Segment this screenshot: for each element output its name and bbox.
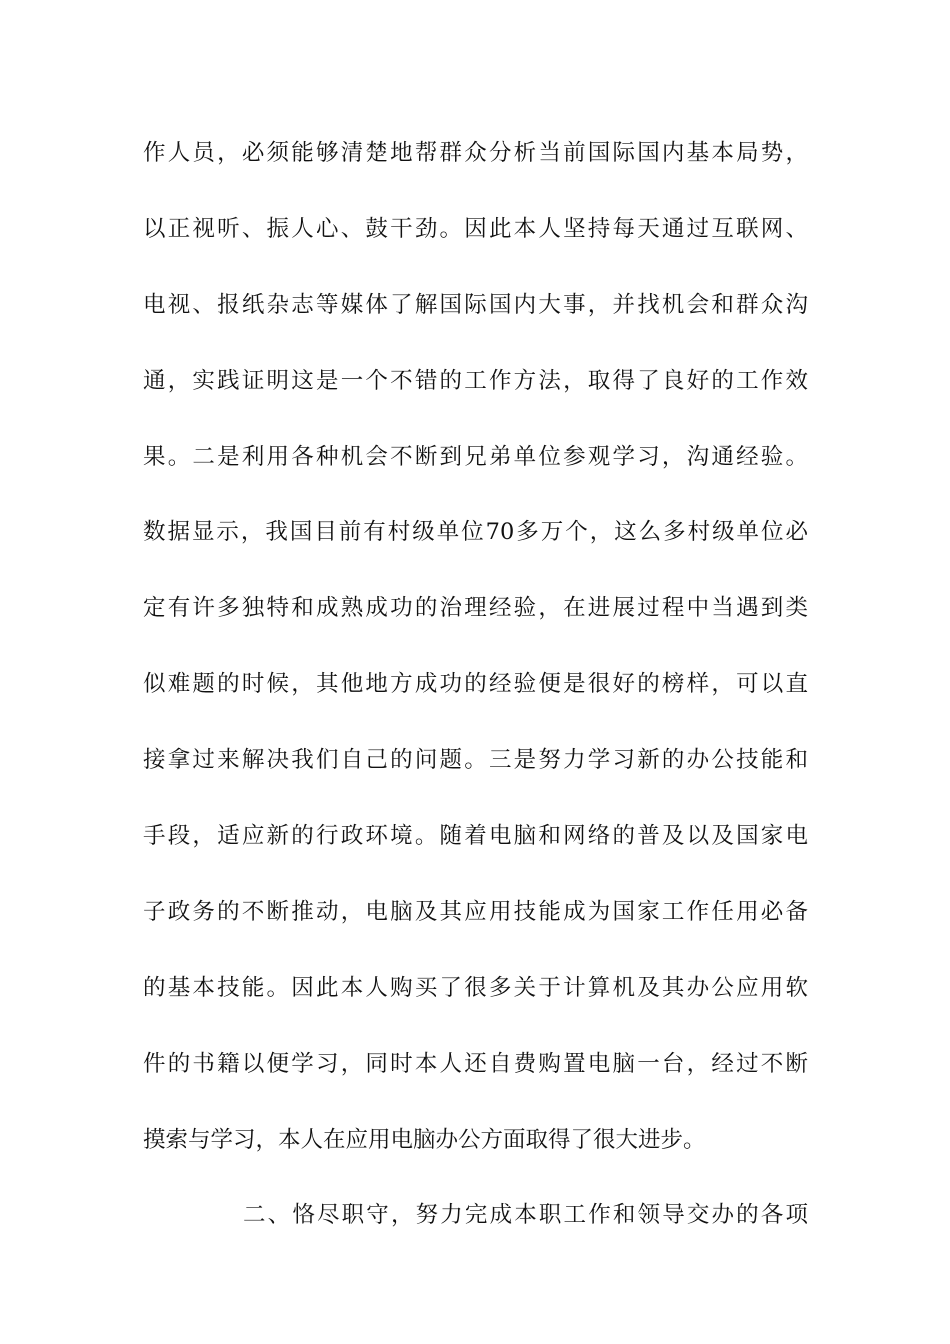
document-body [143,130,808,1268]
section-heading: 二、恪尽职守，努力完成本职工作和领导交办的各项 [243,1202,808,1229]
text-line: 的基本技能。因此本人购买了很多关于计算机及其办公应用软 [143,974,808,1001]
text-line: 以正视听、振人心、鼓干劲。因此本人坚持每天通过互联网、 [143,215,808,242]
text-line: 作人员，必须能够清楚地帮群众分析当前国际国内基本局势， [143,140,808,166]
text-line: 似难题的时候，其他地方成功的经验便是很好的榜样，可以直 [143,671,808,698]
text-line: 接拿过来解决我们自己的问题。三是努力学习新的办公技能和 [143,747,808,774]
text-line: 电视、报纸杂志等媒体了解国际国内大事，并找机会和群众沟 [143,291,808,318]
text-line: 数据显示，我国目前有村级单位70多万个，这么多村级单位必 [143,519,808,546]
text-line: 手段，适应新的行政环境。随着电脑和网络的普及以及国家电 [143,823,808,850]
text-line: 摸索与学习，本人在应用电脑办公方面取得了很大进步。 [143,1126,706,1153]
text-line: 子政务的不断推动，电脑及其应用技能成为国家工作任用必备 [143,898,808,925]
text-line: 定有许多独特和成熟成功的治理经验，在进展过程中当遇到类 [143,595,808,622]
text-line: 果。二是利用各种机会不断到兄弟单位参观学习，沟通经验。 [143,443,808,470]
text-line: 通，实践证明这是一个不错的工作方法，取得了良好的工作效 [143,367,808,394]
text-line: 件的书籍以便学习，同时本人还自费购置电脑一台，经过不断 [143,1050,808,1077]
